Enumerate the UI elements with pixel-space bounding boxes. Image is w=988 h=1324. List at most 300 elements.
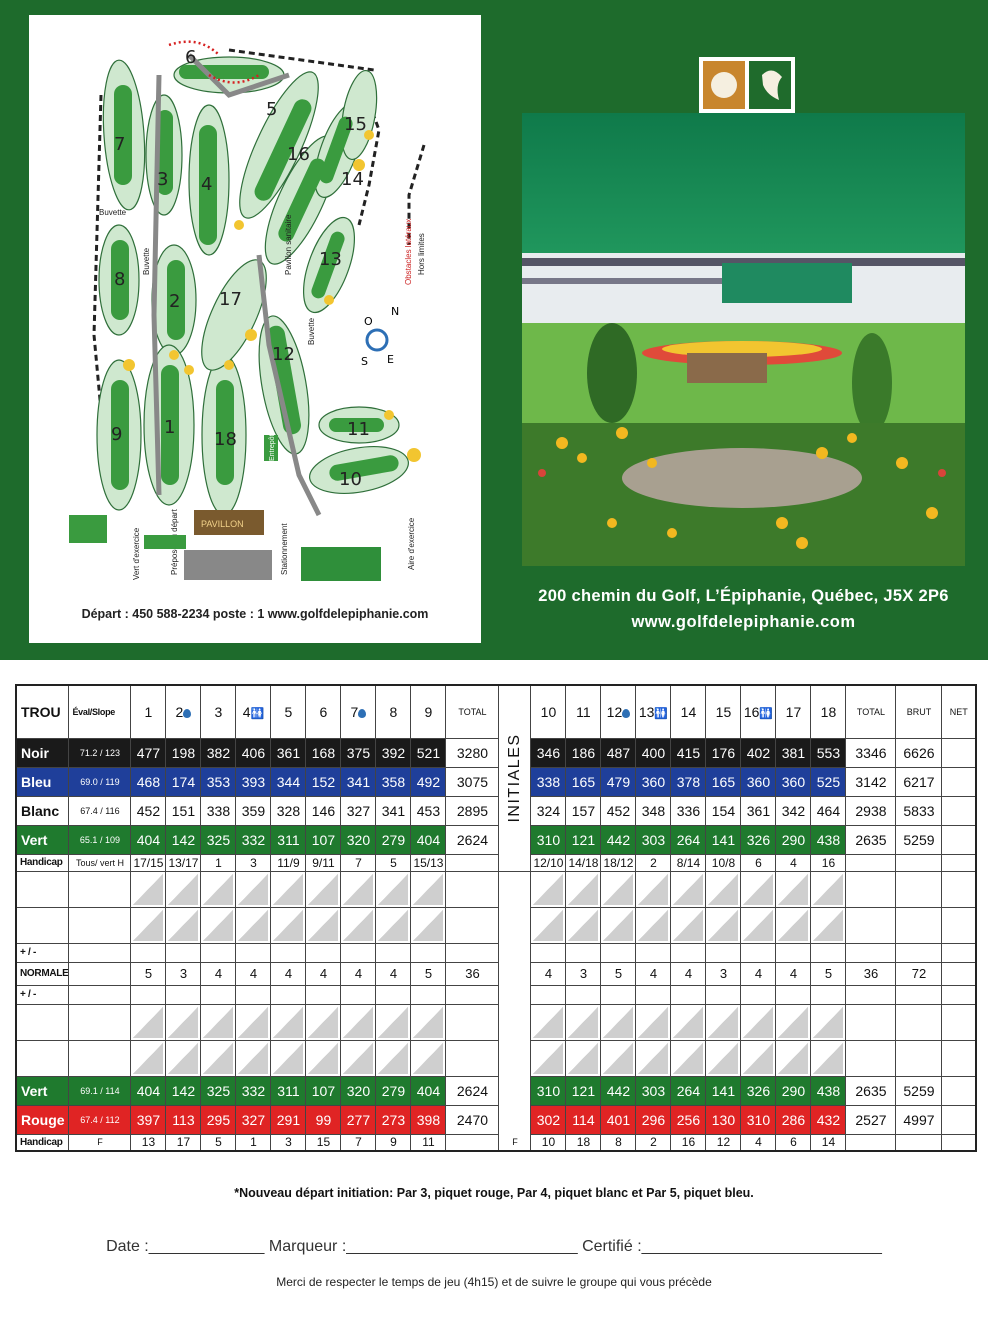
hole-number: [306, 685, 341, 738]
plus-minus-cell[interactable]: [776, 985, 811, 1004]
score-entry-cell[interactable]: [271, 1004, 306, 1040]
plus-minus-cell[interactable]: [566, 943, 601, 962]
score-entry-cell[interactable]: [636, 907, 671, 943]
yardage-cell: 442: [601, 825, 636, 854]
svg-text:E: E: [387, 353, 394, 366]
handicap-mid: F: [499, 1134, 531, 1151]
score-entry-cell[interactable]: [271, 871, 306, 907]
back-total[interactable]: [846, 1040, 896, 1076]
player-name-cell[interactable]: [16, 907, 69, 943]
score-entry-cell[interactable]: [201, 871, 236, 907]
yardage-cell: 296: [636, 1105, 671, 1134]
player-hcp-cell[interactable]: [69, 907, 131, 943]
net-cell[interactable]: [942, 907, 976, 943]
back-total: 2635: [846, 1076, 896, 1105]
front-total[interactable]: [446, 1004, 499, 1040]
yardage-cell: 310: [531, 825, 566, 854]
total-label: TOTAL: [846, 685, 896, 738]
handicap-cell: 13/17: [166, 854, 201, 871]
score-entry-cell[interactable]: [741, 907, 776, 943]
plus-minus-cell[interactable]: [341, 943, 376, 962]
yardage-cell: 453: [411, 796, 446, 825]
hole-number-text: 6: [319, 703, 328, 720]
front-total[interactable]: [446, 985, 499, 1004]
plus-minus-cell[interactable]: [411, 943, 446, 962]
plus-minus-cell[interactable]: [341, 985, 376, 1004]
handicap-cell: 15: [306, 1134, 341, 1151]
score-entry-cell[interactable]: [201, 907, 236, 943]
back-total[interactable]: [846, 943, 896, 962]
tee-row-rouge: [16, 1105, 976, 1134]
plus-minus-cell[interactable]: [201, 985, 236, 1004]
plus-minus-cell[interactable]: [811, 985, 846, 1004]
handicap-cell: 18/12: [601, 854, 636, 871]
score-entry-cell[interactable]: [776, 907, 811, 943]
plus-minus-cell[interactable]: [236, 943, 271, 962]
hole-number-text: 13: [638, 703, 655, 720]
yardage-cell: 338: [201, 796, 236, 825]
map-label-pavillon-main: PAVILLON: [201, 519, 244, 529]
yardage-cell: 332: [236, 1076, 271, 1105]
hole-number-text: 12: [606, 703, 623, 720]
plus-minus-cell[interactable]: [411, 985, 446, 1004]
score-entry-cell[interactable]: [201, 1040, 236, 1076]
plus-minus-cell[interactable]: [671, 943, 706, 962]
initiales-label: INITIALES: [505, 733, 523, 823]
map-hole-18: 18: [214, 429, 237, 450]
score-entry-cell[interactable]: [376, 1004, 411, 1040]
yardage-cell: 320: [341, 1076, 376, 1105]
marqueur-label: Marqueur :: [268, 1238, 347, 1255]
brut-total[interactable]: [896, 943, 942, 962]
scorecard-table: [15, 684, 977, 1152]
yardage-cell: 404: [411, 825, 446, 854]
score-entry-cell[interactable]: [341, 1040, 376, 1076]
net-cell[interactable]: [942, 871, 976, 907]
plus-minus-cell[interactable]: [811, 943, 846, 962]
score-entry-cell[interactable]: [411, 1004, 446, 1040]
hole-number-text: 7: [350, 703, 359, 720]
date-label: Date :: [106, 1238, 149, 1255]
normale-row: [16, 962, 976, 985]
par-cell: 4: [776, 962, 811, 985]
score-entry-cell[interactable]: [741, 1040, 776, 1076]
plus-minus-cell[interactable]: [531, 943, 566, 962]
score-entry-cell[interactable]: [236, 1040, 271, 1076]
hole-number-text: 8: [389, 703, 398, 720]
top-panel: [0, 0, 988, 660]
net-cell[interactable]: [942, 985, 976, 1004]
brut-total[interactable]: [896, 1004, 942, 1040]
club-address: 200 chemin du Golf, L’Épiphanie, Québec, J5X 2P6: [538, 587, 949, 605]
map-hole-11: 11: [347, 419, 370, 440]
score-entry-cell[interactable]: [601, 1004, 636, 1040]
map-hole-10: 10: [339, 469, 362, 490]
yardage-cell: 404: [411, 1076, 446, 1105]
front-total: 2470: [446, 1105, 499, 1134]
hole-number: [271, 685, 306, 738]
score-entry-cell[interactable]: [601, 907, 636, 943]
yardage-cell: 290: [776, 1076, 811, 1105]
plus-minus-cell[interactable]: [601, 943, 636, 962]
score-entry-cell[interactable]: [671, 1040, 706, 1076]
plus-minus-cell[interactable]: [69, 985, 131, 1004]
normale-sub: [69, 962, 131, 985]
yardage-cell: 186: [566, 738, 601, 767]
plus-minus-cell[interactable]: [706, 943, 741, 962]
front-total: 2624: [446, 825, 499, 854]
score-entry-cell[interactable]: [306, 1004, 341, 1040]
hole-number-text: 17: [785, 703, 802, 720]
tee-rating: 69.1 / 114: [69, 1076, 131, 1105]
yardage-cell: 264: [671, 1076, 706, 1105]
handicap-cell: 11/9: [271, 854, 306, 871]
score-entry-cell[interactable]: [166, 907, 201, 943]
plus-minus-cell[interactable]: [531, 985, 566, 1004]
net-cell[interactable]: [942, 1105, 976, 1134]
map-hole-16: 16: [287, 144, 310, 165]
plus-minus-cell[interactable]: [741, 985, 776, 1004]
score-entry-cell[interactable]: [236, 871, 271, 907]
front-total: 3280: [446, 738, 499, 767]
score-entry-cell[interactable]: [166, 1040, 201, 1076]
plus-minus-cell[interactable]: [131, 985, 166, 1004]
score-entry-cell[interactable]: [671, 1004, 706, 1040]
front-total[interactable]: [446, 907, 499, 943]
plus-minus-cell[interactable]: [741, 943, 776, 962]
yardage-cell: 348: [636, 796, 671, 825]
score-entry-cell[interactable]: [271, 907, 306, 943]
net-cell[interactable]: [942, 767, 976, 796]
map-label-buvette-3: Buvette: [307, 317, 316, 345]
plus-minus-cell[interactable]: [601, 985, 636, 1004]
yardage-cell: 99: [306, 1105, 341, 1134]
score-entry-cell[interactable]: [271, 1040, 306, 1076]
club-website-link[interactable]: www.golfdelepiphanie.com: [631, 613, 856, 631]
score-entry-cell[interactable]: [306, 871, 341, 907]
certifie-field[interactable]: ___________________________: [641, 1238, 882, 1255]
yardage-cell: 311: [271, 825, 306, 854]
score-entry-cell[interactable]: [566, 907, 601, 943]
yardage-cell: 397: [131, 1105, 166, 1134]
score-entry-cell[interactable]: [741, 871, 776, 907]
brut-total[interactable]: [896, 907, 942, 943]
brut-label: BRUT: [896, 685, 942, 738]
score-entry-cell[interactable]: [706, 1040, 741, 1076]
brut-total[interactable]: [896, 985, 942, 1004]
yardage-cell: 393: [236, 767, 271, 796]
plus-minus-cell[interactable]: [201, 943, 236, 962]
back-total[interactable]: [846, 1004, 896, 1040]
score-entry-cell[interactable]: [776, 871, 811, 907]
par-brut-total: 72: [896, 962, 942, 985]
score-entry-cell[interactable]: [376, 1040, 411, 1076]
yardage-cell: 344: [271, 767, 306, 796]
score-entry-cell[interactable]: [341, 1004, 376, 1040]
score-entry-cell[interactable]: [706, 907, 741, 943]
handicap-cell: 10: [531, 1134, 566, 1151]
yardage-cell: 432: [811, 1105, 846, 1134]
brut-total: [896, 854, 942, 871]
score-entry-cell[interactable]: [341, 871, 376, 907]
score-entry-cell[interactable]: [601, 1040, 636, 1076]
back-total: 2527: [846, 1105, 896, 1134]
map-label-pavillon: Pavillon sanitaire: [284, 214, 293, 275]
score-entry-cell[interactable]: [741, 1004, 776, 1040]
water-drop-icon: [622, 709, 630, 718]
yardage-cell: 151: [166, 796, 201, 825]
score-entry-cell[interactable]: [131, 1040, 166, 1076]
yardage-cell: 142: [166, 1076, 201, 1105]
front-total: 2895: [446, 796, 499, 825]
handicap-cell: 18: [566, 1134, 601, 1151]
plus-minus-cell[interactable]: [306, 943, 341, 962]
par-cell: 4: [741, 962, 776, 985]
yardage-cell: 130: [706, 1105, 741, 1134]
plus-minus-cell[interactable]: [776, 943, 811, 962]
hole-number-text: 11: [576, 703, 591, 720]
score-entry-cell[interactable]: [166, 1004, 201, 1040]
front-total[interactable]: [446, 871, 499, 907]
plus-minus-cell[interactable]: [671, 985, 706, 1004]
player-name-cell[interactable]: [16, 871, 69, 907]
yardage-cell: 328: [271, 796, 306, 825]
score-entry-cell[interactable]: [811, 1004, 846, 1040]
tee-rating: 69.0 / 119: [69, 767, 131, 796]
front-total[interactable]: [446, 1040, 499, 1076]
score-entry-cell[interactable]: [131, 907, 166, 943]
tee-name: Noir: [16, 738, 69, 767]
handicap-cell: 17: [166, 1134, 201, 1151]
score-entry-cell[interactable]: [706, 871, 741, 907]
yardage-cell: 468: [131, 767, 166, 796]
player-name-cell[interactable]: [16, 1004, 69, 1040]
score-entry-cell[interactable]: [376, 871, 411, 907]
score-entry-cell[interactable]: [811, 907, 846, 943]
yardage-cell: 326: [741, 1076, 776, 1105]
yardage-cell: 361: [271, 738, 306, 767]
yardage-cell: 295: [201, 1105, 236, 1134]
certifie-label: Certifié :: [582, 1238, 642, 1255]
score-entry-cell[interactable]: [306, 907, 341, 943]
score-entry-cell[interactable]: [776, 1004, 811, 1040]
score-entry-cell[interactable]: [131, 871, 166, 907]
net-cell[interactable]: [942, 1040, 976, 1076]
score-entry-cell[interactable]: [671, 871, 706, 907]
plus-minus-cell[interactable]: [306, 985, 341, 1004]
yardage-cell: 152: [306, 767, 341, 796]
net-cell[interactable]: [942, 1076, 976, 1105]
plus-minus-cell[interactable]: [636, 943, 671, 962]
restroom-icon: 🚻: [250, 707, 265, 720]
plus-minus-cell[interactable]: [166, 985, 201, 1004]
score-entry-cell[interactable]: [636, 1004, 671, 1040]
par-cell: 4: [271, 962, 306, 985]
brut-total: 6626: [896, 738, 942, 767]
yardage-cell: 325: [201, 1076, 236, 1105]
yardage-cell: 381: [776, 738, 811, 767]
back-total: 2635: [846, 825, 896, 854]
plus-minus-cell[interactable]: [69, 943, 131, 962]
par-cell: 4: [201, 962, 236, 985]
compass-icon: [361, 305, 399, 368]
hole-number: [166, 685, 201, 738]
yardage-cell: 273: [376, 1105, 411, 1134]
score-entry-cell[interactable]: [236, 907, 271, 943]
initiales-column: [499, 685, 531, 871]
score-entry-cell[interactable]: [636, 871, 671, 907]
score-entry-cell[interactable]: [811, 871, 846, 907]
yardage-cell: 360: [776, 767, 811, 796]
par-cell: 4: [636, 962, 671, 985]
plus-minus-cell[interactable]: [566, 985, 601, 1004]
back-total[interactable]: [846, 985, 896, 1004]
yardage-cell: 113: [166, 1105, 201, 1134]
score-entry-cell[interactable]: [236, 1004, 271, 1040]
trou-label: TROU: [16, 685, 69, 738]
map-hole-12: 12: [272, 344, 295, 365]
plus-minus-cell[interactable]: [706, 985, 741, 1004]
player-hcp-cell[interactable]: [69, 1004, 131, 1040]
net-cell[interactable]: [942, 825, 976, 854]
hole-number-text: 15: [715, 703, 732, 720]
zone-area: [69, 515, 107, 543]
map-label-entrepot: Entrepôt: [269, 434, 276, 461]
back-total[interactable]: [846, 871, 896, 907]
map-label-buvette-1: Buvette: [99, 208, 127, 217]
course-map: [29, 15, 481, 605]
score-entry-cell[interactable]: [531, 907, 566, 943]
plus-minus-cell[interactable]: [131, 943, 166, 962]
player-hcp-cell[interactable]: [69, 871, 131, 907]
gap-cell: [499, 962, 531, 985]
plus-minus-cell[interactable]: [166, 943, 201, 962]
gap-cell: [499, 943, 531, 962]
brut-total: 5833: [896, 796, 942, 825]
score-entry-cell[interactable]: [636, 1040, 671, 1076]
yardage-cell: 142: [166, 825, 201, 854]
hole-number: [741, 685, 776, 738]
plus-minus-cell[interactable]: [271, 985, 306, 1004]
plus-minus-cell[interactable]: [236, 985, 271, 1004]
score-entry-cell[interactable]: [376, 907, 411, 943]
score-entry-cell[interactable]: [566, 871, 601, 907]
yardage-cell: 477: [131, 738, 166, 767]
handicap-cell: 17/15: [131, 854, 166, 871]
practice-area: [301, 547, 381, 581]
brut-total: 5259: [896, 1076, 942, 1105]
handicap-cell: 12: [706, 1134, 741, 1151]
map-hole-5: 5: [266, 99, 278, 120]
net-cell[interactable]: [942, 1004, 976, 1040]
score-entry-cell[interactable]: [341, 907, 376, 943]
eval-slope-label: Éval/Slope: [69, 685, 131, 738]
score-entry-cell[interactable]: [411, 871, 446, 907]
handicap-cell: 1: [236, 1134, 271, 1151]
score-entry-cell[interactable]: [706, 1004, 741, 1040]
hole-number-text: 9: [424, 703, 433, 720]
plus-minus-cell[interactable]: [636, 985, 671, 1004]
score-entry-cell[interactable]: [201, 1004, 236, 1040]
marqueur-field[interactable]: __________________________: [346, 1238, 578, 1255]
hole-number: [531, 685, 566, 738]
back-total[interactable]: [846, 907, 896, 943]
hole-number: [811, 685, 846, 738]
yardage-cell: 146: [306, 796, 341, 825]
restroom-icon: 🚻: [759, 707, 774, 720]
score-entry-cell[interactable]: [531, 871, 566, 907]
back-total: [846, 854, 896, 871]
score-entry-cell[interactable]: [601, 871, 636, 907]
brut-total: [896, 1134, 942, 1151]
plus-minus-cell[interactable]: [376, 985, 411, 1004]
date-field[interactable]: _____________: [148, 1238, 265, 1255]
brut-total: 5259: [896, 825, 942, 854]
yardage-cell: 114: [566, 1105, 601, 1134]
handicap-cell: 10/8: [706, 854, 741, 871]
net-cell[interactable]: [942, 738, 976, 767]
plus-minus-cell[interactable]: [376, 943, 411, 962]
score-entry-cell[interactable]: [411, 1040, 446, 1076]
hole-number-text: 18: [820, 703, 837, 720]
score-entry-cell[interactable]: [531, 1004, 566, 1040]
par-cell: 5: [411, 962, 446, 985]
hole-number: [411, 685, 446, 738]
brut-total[interactable]: [896, 871, 942, 907]
signature-line: [0, 1238, 988, 1256]
front-total[interactable]: [446, 943, 499, 962]
handicap-cell: 9: [376, 1134, 411, 1151]
player-name-cell[interactable]: [16, 1040, 69, 1076]
yardage-cell: 521: [411, 738, 446, 767]
gap-cell: [499, 871, 531, 907]
player-hcp-cell[interactable]: [69, 1040, 131, 1076]
map-hole-15: 15: [344, 114, 367, 135]
score-entry-cell[interactable]: [531, 1040, 566, 1076]
yardage-cell: 121: [566, 1076, 601, 1105]
yardage-cell: 277: [341, 1105, 376, 1134]
plus-minus-cell[interactable]: [271, 943, 306, 962]
brut-total[interactable]: [896, 1040, 942, 1076]
handicap-label: Handicap: [16, 1134, 69, 1151]
net-cell: [942, 1134, 976, 1151]
score-entry-cell[interactable]: [671, 907, 706, 943]
score-entry-cell[interactable]: [411, 907, 446, 943]
score-entry-cell[interactable]: [566, 1040, 601, 1076]
normale-label: NORMALE: [16, 962, 69, 985]
yardage-cell: 174: [166, 767, 201, 796]
score-entry-cell[interactable]: [166, 871, 201, 907]
score-entry-cell[interactable]: [776, 1040, 811, 1076]
net-cell[interactable]: [942, 796, 976, 825]
yardage-cell: 525: [811, 767, 846, 796]
svg-text:N: N: [391, 305, 400, 318]
score-entry-cell[interactable]: [811, 1040, 846, 1076]
score-entry-cell[interactable]: [566, 1004, 601, 1040]
yardage-cell: 168: [306, 738, 341, 767]
score-entry-cell[interactable]: [131, 1004, 166, 1040]
hole-number: [636, 685, 671, 738]
yardage-cell: 353: [201, 767, 236, 796]
net-cell[interactable]: [942, 943, 976, 962]
map-hole-13: 13: [319, 249, 342, 270]
map-hole-17: 17: [219, 289, 242, 310]
clubhouse-photo: [522, 113, 965, 566]
tee-name: Vert: [16, 825, 69, 854]
total-label: TOTAL: [446, 685, 499, 738]
svg-text:S: S: [361, 355, 368, 368]
score-entry-cell[interactable]: [306, 1040, 341, 1076]
